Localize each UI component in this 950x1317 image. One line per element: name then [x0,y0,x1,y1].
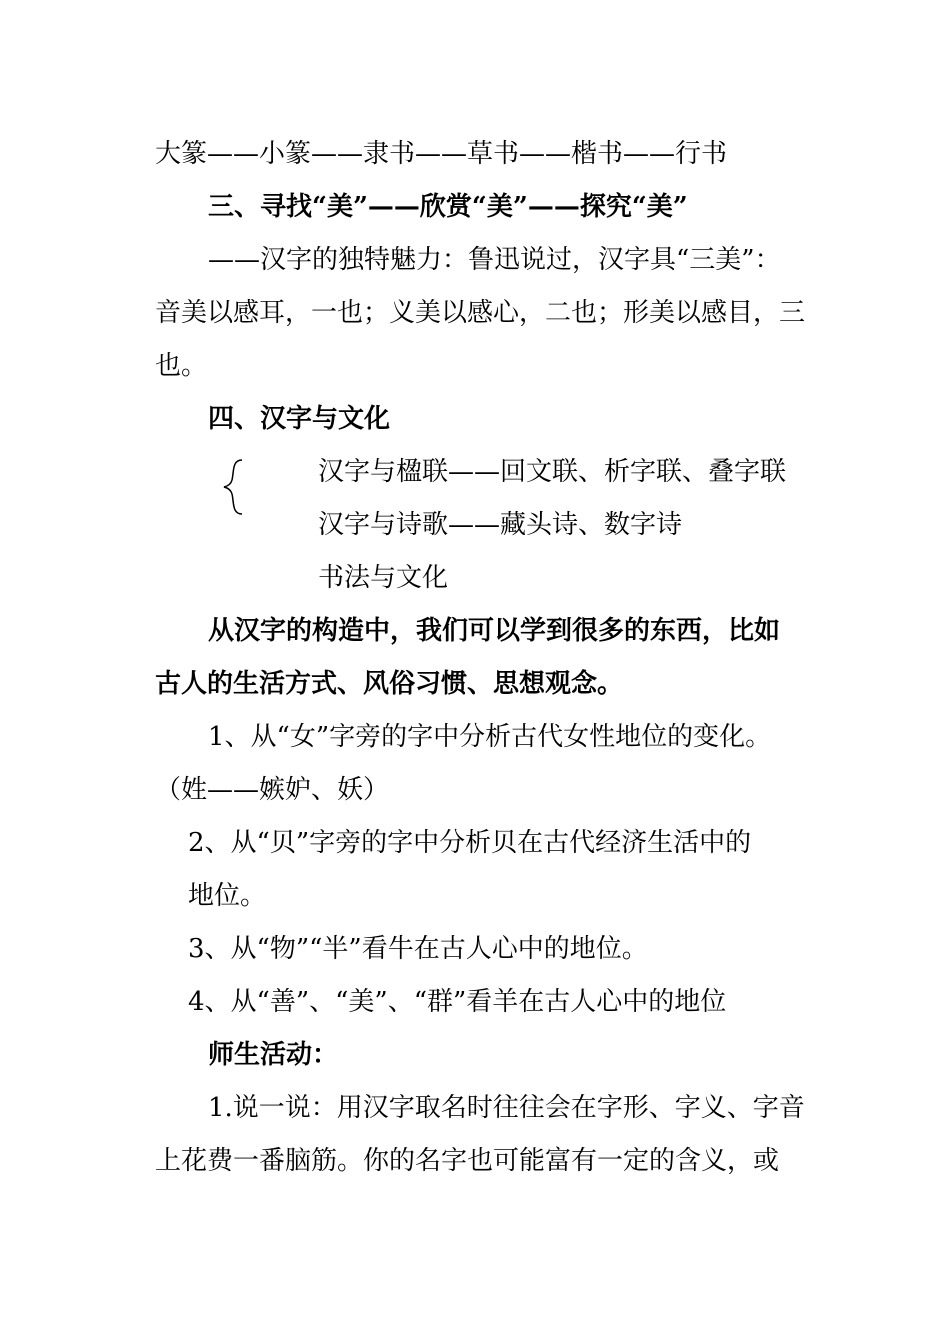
bold-paragraph-line: 古人的生活方式、风俗习惯、思想观念。 [155,669,624,699]
activity-heading: 师生活动： [208,1040,339,1070]
paragraph-line: ——汉字的独特魅力：鲁迅说过，汉字具“三美”： [208,245,781,275]
left-brace-icon [222,458,246,516]
script-evolution-line: 大篆——小篆——隶书——草书——楷书——行书 [155,139,728,169]
list-item-3: 3、从“物”“半”看牛在古人心中的地位。 [188,934,648,964]
paragraph-line: 也。 [155,351,208,381]
list-item-1: 1、从“女”字旁的字中分析古代女性地位的变化。 [208,722,772,752]
paragraph-line: 音美以感耳，一也；义美以感心，二也；形美以感目，三 [155,298,806,328]
activity-item-1-cont: 上花费一番脑筋。你的名字也可能富有一定的含义，或 [155,1146,780,1176]
activity-item-1: 1.说一说：用汉字取名时往往会在字形、字义、字音 [208,1093,805,1123]
list-item-1-note: （姓——嫉妒、妖） [155,775,390,805]
list-item-calligraphy: 书法与文化 [318,563,449,593]
list-item-2-cont: 地位。 [188,881,267,911]
list-item-poetry: 汉字与诗歌——藏头诗、数字诗 [318,510,683,540]
section-heading-four: 四、汉字与文化 [208,404,391,434]
bold-paragraph-line: 从汉字的构造中，我们可以学到很多的东西，比如 [208,616,781,646]
list-item-2: 2、从“贝”字旁的字中分析贝在古代经济生活中的 [188,828,752,858]
section-heading-three: 三、寻找“美”——欣赏“美”——探究“美” [208,192,688,222]
list-item-4: 4、从“善”、“美”、“群”看羊在古人心中的地位 [188,987,727,1017]
list-item-couplet: 汉字与楹联——回文联、析字联、叠字联 [318,457,787,487]
